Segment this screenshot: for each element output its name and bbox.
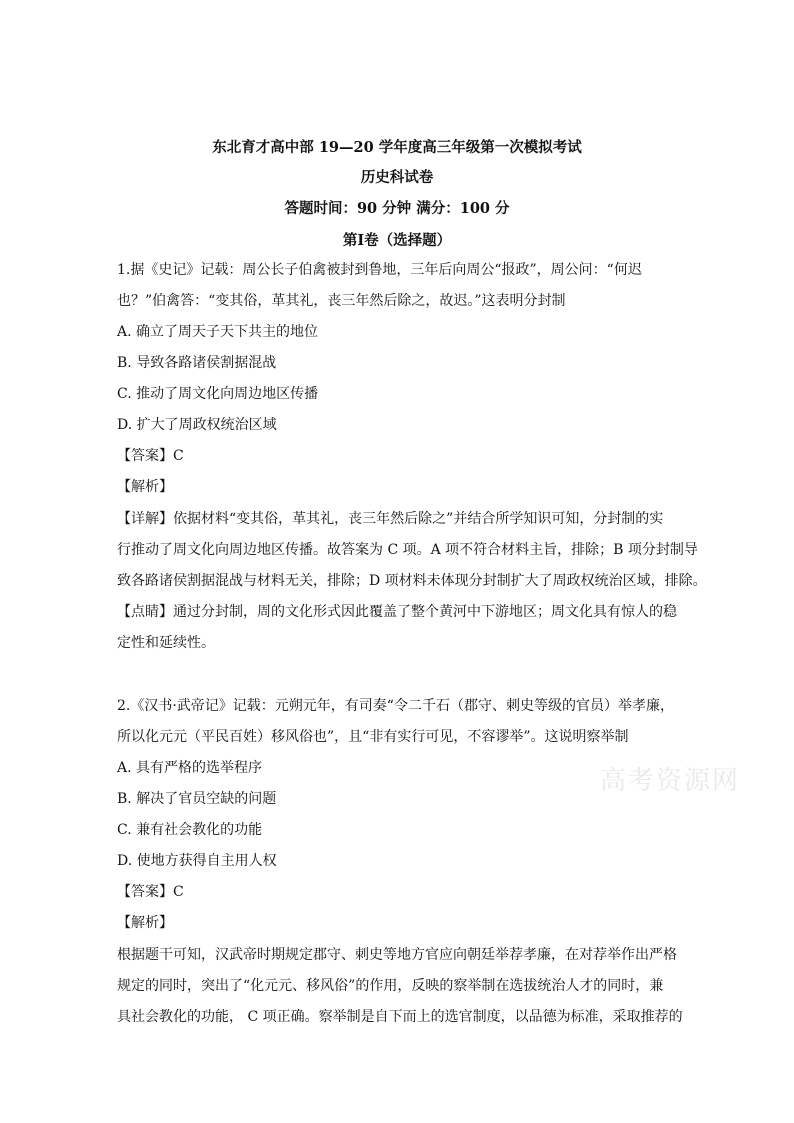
q2-stem-line2: 所以化元元（平民百姓）移风俗也”，且“非有实行可见，不容谬举”。这说明察举制 xyxy=(117,729,629,745)
q1-detail-line2: 行推动了周文化向周边地区传播。故答案为 C 项。A 项不符合材料主旨，排除；B 项分封制导 xyxy=(117,542,698,558)
q2-stem-line1: 2.《汉书·武帝记》记载：元朔元年，有司奏“令二千石（郡守、刺史等级的官员）举孝廉， xyxy=(117,698,674,714)
subject-title: 历史科试卷 xyxy=(360,169,434,186)
q1-option-a: A. 确立了周天子天下共主的地位 xyxy=(117,324,319,340)
q1-option-b: B. 导致各路诸侯割据混战 xyxy=(117,355,277,371)
q2-option-a: A. 具有严格的选举程序 xyxy=(117,760,263,776)
q1-option-c: C. 推动了周文化向周边地区传播 xyxy=(117,386,319,402)
q1-detail-line1: 【详解】依据材料“变其俗，革其礼，丧三年然后除之”并结合所学知识可知，分封制的实 xyxy=(117,511,664,527)
q2-option-b: B. 解决了官员空缺的问题 xyxy=(117,791,277,807)
exam-info: 答题时间：90 分钟 满分：100 分 xyxy=(284,200,510,217)
q2-analysis-line3: 具社会教化的功能， C 项正确。察举制是自下而上的选官制度，以品德为标准，采取推荐的 xyxy=(117,1009,683,1025)
q2-answer: 【答案】C xyxy=(117,884,184,900)
q2-option-d: D. 使地方获得自主用人权 xyxy=(117,853,277,869)
q1-detail-line3: 致各路诸侯割据混战与材料无关，排除；D 项材料未体现分封制扩大了周政权统治区域，排除。 xyxy=(117,573,707,589)
q1-point-line2: 定性和延续性。 xyxy=(117,635,215,651)
q1-stem-line1: 1.据《史记》记载：周公长子伯禽被封到鲁地，三年后向周公“报政”，周公问：“何迟 xyxy=(117,262,642,278)
section-title: 第Ⅰ卷（选择题） xyxy=(342,232,452,249)
watermark: 高考资源网 xyxy=(600,766,741,796)
q2-analysis-line2: 规定的同时，突出了“化元元、移风俗”的作用，反映的察举制在选拔统治人才的同时，兼 xyxy=(117,978,664,994)
q1-answer: 【答案】C xyxy=(117,448,184,464)
q2-analysis-label: 【解析】 xyxy=(117,915,173,931)
q2-analysis-line1: 根据题干可知，汉武帝时期规定郡守、刺史等地方官应向朝廷举荐孝廉，在对荐举作出严格 xyxy=(117,947,677,963)
q2-option-c: C. 兼有社会教化的功能 xyxy=(117,822,263,838)
q1-analysis-label: 【解析】 xyxy=(117,479,173,495)
q1-option-d: D. 扩大了周政权统治区域 xyxy=(117,417,277,433)
q1-point-line1: 【点睛】通过分封制，周的文化形式因此覆盖了整个黄河中下游地区；周文化具有惊人的稳 xyxy=(117,604,677,620)
exam-title: 东北育才高中部 19—20 学年度高三年级第一次模拟考试 xyxy=(212,139,582,156)
q1-stem-line2: 也？”伯禽答：“变其俗，革其礼，丧三年然后除之，故迟。”这表明分封制 xyxy=(117,293,566,309)
